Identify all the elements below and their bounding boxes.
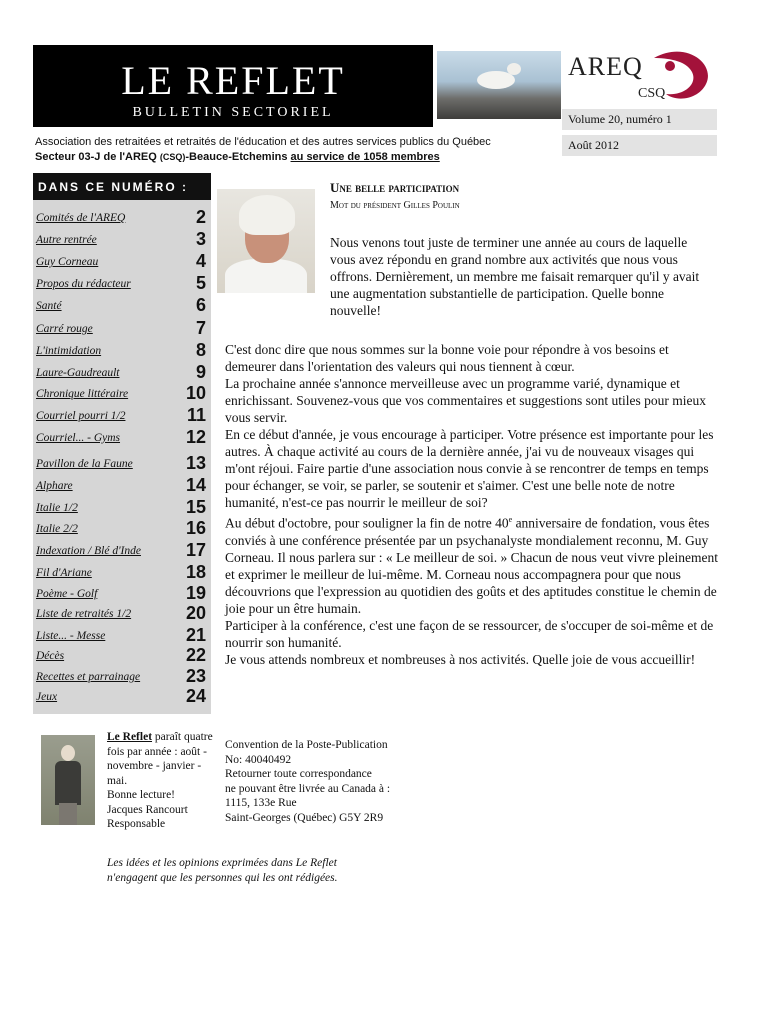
disclaimer-line: n'engagent que les personnes qui les ont rédigées. — [107, 872, 338, 884]
president-shirt-shape — [225, 259, 307, 293]
toc-item-page: 6 — [195, 295, 206, 315]
postal-line: Convention de la Poste-Publication — [225, 739, 388, 751]
closing-text: Bonne lecture! — [107, 789, 176, 801]
toc-item-page: 3 — [195, 229, 206, 249]
postal-line: Saint-Georges (Québec) G5Y 2R9 — [225, 811, 384, 824]
toc-item[interactable] — [33, 663, 211, 685]
postal-line: ne pouvant être livrée au Canada à : — [225, 782, 391, 795]
article-paragraph: En ce début d'année, je vous encourage à participer. Votre présence est importante pour les autres. À chaque activité au cours de la dernière année, j'ai vu de nouveaux visages qui m'ont réjoui. Faire partie d'une association nous convie à se rencontrer de temps en temps pour échanger, se voir, se parler, se soutenir et s'aimer. C'est une belle note de notre humanité, n'est-ce pas nourrir le meilleur de soi? — [225, 427, 714, 510]
toc-item-label: Recettes et parrainage — [36, 671, 141, 683]
toc-item-page: 8 — [195, 340, 206, 360]
toc-item[interactable] — [33, 315, 211, 337]
toc-item-label: Liste... - Messe — [36, 630, 106, 642]
toc-item-label: L'intimidation — [36, 345, 102, 357]
toc-item[interactable] — [33, 559, 211, 581]
publication-info — [107, 730, 217, 832]
toc-item[interactable] — [33, 494, 211, 516]
article-paragraph: C'est donc dire que nous sommes sur la bonne voie pour répondre à vos besoins et demeurer dans l'orientation des valeurs qui nous tiennent à cœur. — [225, 342, 669, 374]
toc-item[interactable] — [33, 600, 211, 622]
toc-item[interactable] — [33, 380, 211, 402]
volume-text: Volume 20, numéro 1 — [568, 112, 672, 126]
toc-item-page: 21 — [185, 625, 206, 645]
table-of-contents — [33, 200, 211, 714]
toc-item-label: Courriel... - Gyms — [36, 432, 121, 444]
toc-item-label: Propos du rédacteur — [36, 278, 131, 290]
article-paragraph: La prochaine année s'annonce merveilleuse avec un programme varié, dynamique et enrichissant. Souvenez-vous que vos commentaires et suggestions sont utiles pour mieux vous servir. — [225, 376, 707, 425]
masthead — [33, 45, 433, 127]
toc-item[interactable] — [33, 359, 211, 381]
toc-item-page: 13 — [185, 453, 206, 473]
toc-item-page: 15 — [185, 497, 206, 517]
article-paragraph: Je vous attends nombreux et nombreuses à nos activités. Quelle joie de vous accueillir! — [225, 651, 696, 667]
frequency-text: paraît quatre fois par année : août - novembre - janvier - mai. — [107, 731, 213, 787]
toc-item-page: 7 — [195, 318, 206, 338]
association-line2 — [35, 150, 555, 165]
article-paragraph: Au début d'octobre, pour souligner la fin de notre 40e anniversaire de fondation, vous êtes conviés à une conférence présentée par un psychanalyste mondialement reconnu, M. Guy Corneau. Il nous parlera sur : « Le meilleur de soi. » Chacun de nous veut vivre pleinement et exprimer le meilleur de lui-même. M. Corneau nous accompagnera pour que nous découvrions que l'expression au quotidien des goûts et des aptitudes constitue le chemin de joie pour un être humain. — [225, 515, 718, 616]
toc-item-label: Décès — [36, 650, 65, 662]
article-paragraph: Participer à la conférence, c'est une façon de se ressourcer, de s'occuper de soi-même et de nourrir son humanité. — [225, 617, 714, 650]
volume-box — [562, 109, 717, 130]
toc-item-page: 5 — [195, 273, 206, 293]
region-text: -Beauce-Etchemins — [185, 151, 288, 163]
toc-item[interactable] — [33, 292, 211, 314]
le-reflet-label: Le Reflet — [107, 731, 153, 743]
toc-item[interactable] — [33, 402, 211, 424]
postal-line: No: 40040492 — [225, 753, 292, 766]
toc-item[interactable] — [33, 580, 211, 602]
toc-item-label: Laure-Gaudreault — [36, 367, 120, 379]
toc-item[interactable] — [33, 472, 211, 494]
sector-text: Secteur 03-J de l'AREQ — [35, 151, 157, 163]
logo-csq-text: CSQ — [638, 86, 666, 101]
members-count-text: au service de 1058 membres — [290, 151, 440, 163]
responsible-photo — [41, 735, 95, 825]
toc-item-page: 23 — [185, 666, 206, 686]
toc-item-label: Chronique littéraire — [36, 388, 129, 400]
toc-item-label: Jeux — [36, 691, 58, 703]
president-hair-shape — [239, 195, 295, 235]
toc-item-label: Carré rouge — [36, 323, 93, 335]
newsletter-title: LE REFLET — [121, 58, 345, 103]
postal-line: 1115, 133e Rue — [225, 797, 297, 809]
toc-item-label: Pavillon de la Faune — [36, 458, 133, 470]
toc-item-page: 16 — [185, 518, 206, 538]
logo-areq-text: AREQ — [568, 52, 643, 81]
toc-item-page: 22 — [185, 645, 206, 665]
toc-item[interactable] — [33, 337, 211, 359]
article-intro: Nous venons tout juste de terminer une année au cours de laquelle vous avez répondu en grand nombre aux activités que nous vous offrons. Dernièrement, un membre me faisait remarquer qu'il y avait une augmentation substantielle de participation. Quelle bonne nouvelle! — [330, 235, 700, 318]
toc-item-page: 4 — [195, 251, 206, 271]
toc-item-page: 17 — [185, 540, 206, 560]
toc-item-label: Comités de l'AREQ — [36, 212, 126, 224]
toc-item-label: Italie 1/2 — [36, 502, 78, 514]
issue-date: Août 2012 — [568, 138, 619, 152]
toc-item-label: Indexation / Blé d'Inde — [36, 545, 141, 557]
toc-item-label: Italie 2/2 — [36, 523, 78, 535]
toc-item[interactable] — [33, 537, 211, 559]
toc-item-label: Guy Corneau — [36, 256, 99, 268]
date-box — [562, 135, 717, 156]
article-body — [225, 341, 722, 668]
toc-item[interactable] — [33, 450, 211, 472]
toc-heading — [33, 173, 211, 200]
toc-item-page: 10 — [185, 383, 206, 403]
association-line1: Association des retraitées et retraités de l'éducation et des autres services publics du Québec — [35, 136, 491, 148]
toc-item[interactable] — [33, 204, 211, 226]
toc-item-page: 19 — [185, 583, 206, 603]
toc-item[interactable] — [33, 622, 211, 644]
article-title: Une belle participation — [330, 180, 460, 195]
toc-item[interactable] — [33, 270, 211, 292]
toc-item-label: Santé — [36, 300, 62, 312]
toc-item-page: 18 — [185, 562, 206, 582]
article-subtitle: Mot du président Gilles Poulin — [330, 200, 460, 211]
toc-item-label: Liste de retraités 1/2 — [36, 608, 132, 620]
toc-item-label: Poème - Golf — [36, 588, 98, 600]
areq-csq-logo — [566, 44, 718, 106]
responsible-role: Responsable — [107, 818, 166, 830]
person-head-shape — [61, 745, 75, 761]
association-info — [35, 135, 555, 165]
toc-item-page: 2 — [195, 207, 206, 227]
goat-head-shape — [507, 63, 521, 75]
toc-item-page: 24 — [185, 686, 206, 706]
toc-item[interactable] — [33, 515, 211, 537]
csq-text: (CSQ) — [159, 152, 186, 162]
toc-item[interactable] — [33, 683, 211, 705]
toc-item-label: Fil d'Ariane — [36, 567, 92, 579]
person-body-shape — [55, 761, 81, 805]
toc-item-label: Courriel pourri 1/2 — [36, 410, 126, 422]
toc-item-page: 9 — [195, 362, 206, 382]
toc-item[interactable] — [33, 248, 211, 270]
responsible-name: Jacques Rancourt — [107, 803, 188, 816]
toc-item-page: 11 — [186, 405, 206, 425]
toc-item-label: Autre rentrée — [36, 234, 97, 246]
newsletter-subtitle: BULLETIN SECTORIEL — [132, 105, 334, 120]
toc-item-label: Alphare — [36, 480, 73, 492]
toc-item-page: 12 — [185, 427, 206, 447]
postal-info — [225, 738, 455, 825]
person-legs-shape — [59, 803, 77, 825]
toc-item[interactable] — [33, 424, 211, 446]
disclaimer-line: Les idées et les opinions exprimées dans Le Reflet — [107, 857, 337, 869]
disclaimer — [107, 856, 447, 886]
president-photo — [217, 189, 315, 293]
postal-line: Retourner toute correspondance — [225, 768, 372, 780]
toc-item[interactable] — [33, 642, 211, 664]
mountain-goat-photo — [437, 51, 561, 119]
toc-heading-text: DANS CE NUMÉRO : — [38, 180, 189, 194]
toc-item-page: 14 — [185, 475, 206, 495]
toc-item[interactable] — [33, 226, 211, 248]
toc-item-page: 20 — [185, 603, 206, 623]
